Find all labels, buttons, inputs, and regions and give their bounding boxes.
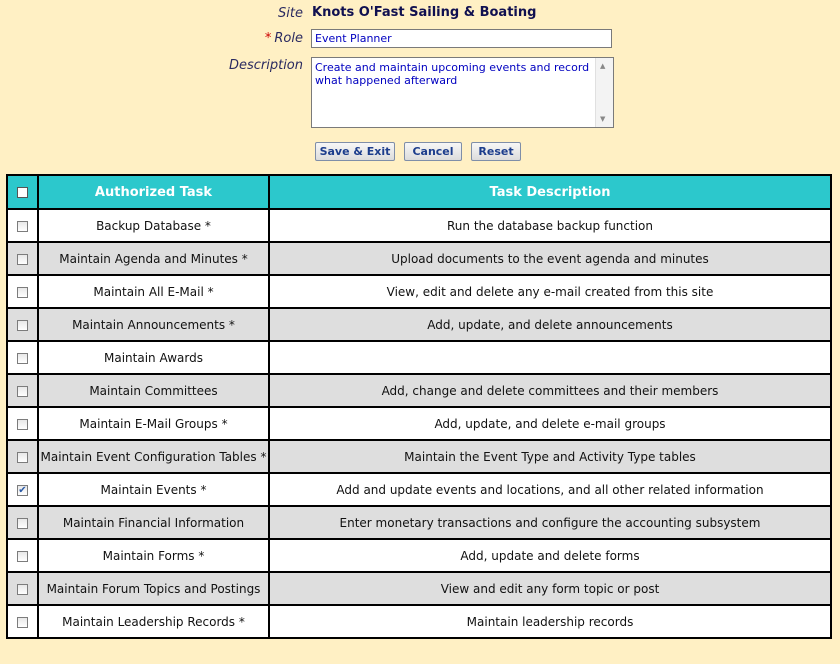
task-name-cell: Maintain Leadership Records * (38, 605, 269, 638)
table-row[interactable] (7, 440, 831, 473)
description-scrollbar[interactable] (595, 58, 613, 127)
role-input[interactable] (311, 29, 612, 48)
table-row[interactable] (7, 572, 831, 605)
task-description-cell (269, 341, 831, 374)
task-checkbox[interactable] (17, 221, 28, 232)
task-name-cell: Maintain E-Mail Groups * (38, 407, 269, 440)
description-text[interactable]: Create and maintain upcoming events and record what happened afterward (315, 61, 590, 87)
row-checkbox-cell (7, 473, 38, 506)
task-description-cell: View and edit any form topic or post (269, 572, 831, 605)
task-checkbox[interactable] (17, 584, 28, 595)
task-checkbox[interactable] (17, 386, 28, 397)
table-row[interactable] (7, 605, 831, 638)
select-all-checkbox[interactable] (17, 187, 28, 198)
table-row[interactable] (7, 341, 831, 374)
row-checkbox-cell (7, 308, 38, 341)
description-textarea[interactable] (311, 57, 614, 128)
task-checkbox[interactable] (17, 353, 28, 364)
site-label: Site (278, 6, 303, 21)
task-description-cell: Run the database backup function (269, 209, 831, 242)
role-label-text: Role (274, 31, 303, 46)
task-checkbox[interactable] (17, 320, 28, 331)
table-row[interactable] (7, 275, 831, 308)
save-exit-button[interactable]: Save & Exit (315, 142, 395, 161)
task-description-header: Task Description (269, 175, 831, 209)
task-checkbox[interactable] (17, 452, 28, 463)
task-description-cell: Add, update and delete forms (269, 539, 831, 572)
task-rows (7, 209, 831, 638)
row-checkbox-cell (7, 572, 38, 605)
task-name-cell: Maintain Committees (38, 374, 269, 407)
task-description-cell: Maintain the Event Type and Activity Type tables (269, 440, 831, 473)
task-checkbox[interactable] (17, 254, 28, 265)
row-checkbox-cell (7, 209, 38, 242)
task-description-cell: Maintain leadership records (269, 605, 831, 638)
row-checkbox-cell (7, 275, 38, 308)
task-checkbox[interactable] (17, 551, 28, 562)
table-row[interactable] (7, 506, 831, 539)
required-mark: * (264, 31, 272, 46)
task-description-cell: Upload documents to the event agenda and minutes (269, 242, 831, 275)
authorized-tasks-table (6, 174, 832, 639)
task-checkbox[interactable] (17, 287, 28, 298)
task-checkbox[interactable] (17, 419, 28, 430)
task-checkbox[interactable] (17, 485, 28, 496)
task-checkbox[interactable] (17, 617, 28, 628)
check-icon: ✔ (18, 484, 27, 496)
row-checkbox-cell (7, 341, 38, 374)
task-name-cell: Maintain Forms * (38, 539, 269, 572)
task-name-cell: Maintain Events * (38, 473, 269, 506)
task-name-cell: Maintain Event Configuration Tables * (38, 440, 269, 473)
task-description-cell: Add and update events and locations, and all other related information (269, 473, 831, 506)
row-checkbox-cell (7, 539, 38, 572)
table-row[interactable] (7, 242, 831, 275)
task-name-cell: Maintain Forum Topics and Postings (38, 572, 269, 605)
select-all-cell (7, 175, 38, 209)
table-row[interactable] (7, 209, 831, 242)
task-description-cell: Add, update, and delete e-mail groups (269, 407, 831, 440)
reset-button[interactable]: Reset (471, 142, 521, 161)
authorized-task-header: Authorized Task (38, 175, 269, 209)
table-row[interactable] (7, 473, 831, 506)
task-checkbox[interactable] (17, 518, 28, 529)
task-description-cell: Add, update, and delete announcements (269, 308, 831, 341)
task-name-cell: Maintain All E-Mail * (38, 275, 269, 308)
task-description-cell: Enter monetary transactions and configure the accounting subsystem (269, 506, 831, 539)
task-name-cell: Maintain Agenda and Minutes * (38, 242, 269, 275)
site-name: Knots O'Fast Sailing & Boating (312, 5, 537, 20)
task-description-cell: View, edit and delete any e-mail created from this site (269, 275, 831, 308)
row-checkbox-cell (7, 407, 38, 440)
row-checkbox-cell (7, 440, 38, 473)
task-description-cell: Add, change and delete committees and their members (269, 374, 831, 407)
table-row[interactable] (7, 308, 831, 341)
cancel-button[interactable]: Cancel (404, 142, 462, 161)
task-name-cell: Maintain Financial Information (38, 506, 269, 539)
row-checkbox-cell (7, 374, 38, 407)
table-row[interactable] (7, 407, 831, 440)
table-row[interactable] (7, 374, 831, 407)
scroll-down-icon[interactable]: ▼ (600, 115, 606, 123)
table-header-row (7, 175, 831, 209)
role-label (0, 31, 303, 46)
task-name-cell: Maintain Awards (38, 341, 269, 374)
task-name-cell: Maintain Announcements * (38, 308, 269, 341)
task-name-cell: Backup Database * (38, 209, 269, 242)
scroll-up-icon[interactable]: ▲ (600, 62, 606, 70)
description-label: Description (228, 58, 303, 73)
row-checkbox-cell (7, 506, 38, 539)
table-row[interactable] (7, 539, 831, 572)
row-checkbox-cell (7, 605, 38, 638)
row-checkbox-cell (7, 242, 38, 275)
